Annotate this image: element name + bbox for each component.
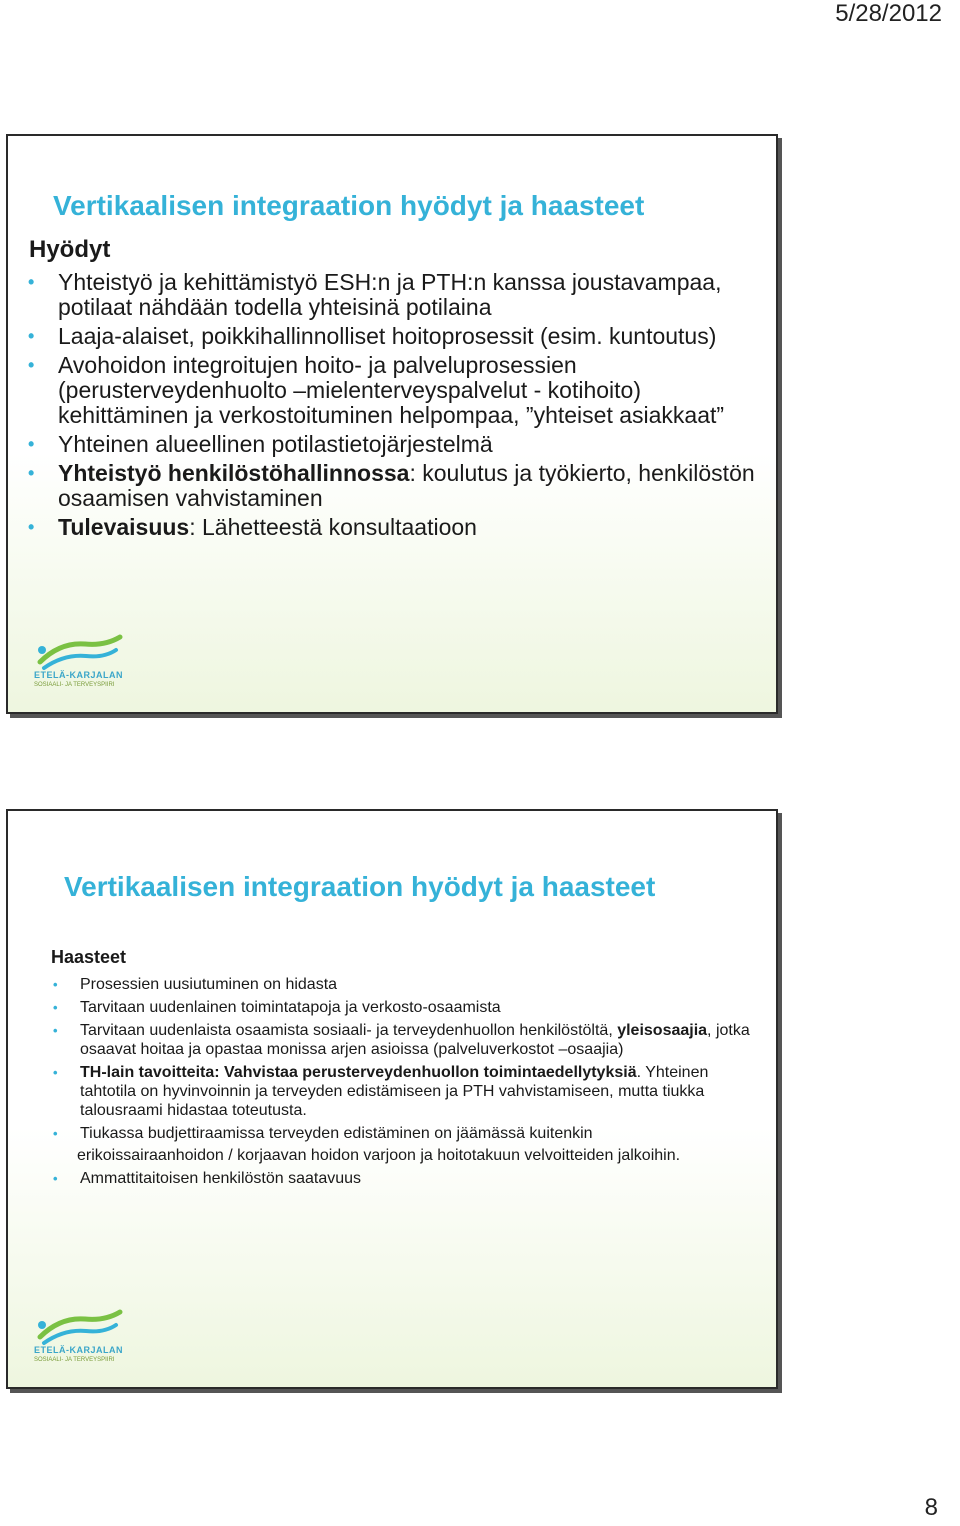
list-item [58, 353, 758, 428]
bullet-bold-text: TH-lain tavoitteita: Vahvistaa perusterveydenhuollon toimintaedellytyksiä [80, 1064, 637, 1081]
slide-1-bullet-list [58, 270, 758, 544]
list-item [80, 975, 760, 994]
slide-2-bullet-list [77, 975, 760, 1192]
organization-logo [30, 1307, 140, 1369]
bullet-text: Avohoidon integroitujen hoito- ja palveluprosessien (perusterveydenhuolto –mielenterveyspalvelut - kotihoito) kehittäminen ja verkostoituminen helpompaa, ”yhteiset asiakkaat” [58, 352, 725, 428]
bullet-continuation-text: erikoissairaanhoidon / korjaavan hoidon varjoon ja hoitotakuun velvoitteiden jalkoihin. [77, 1147, 681, 1164]
logo-swoosh-icon [30, 632, 140, 672]
list-item [58, 461, 758, 511]
list-item [80, 1063, 760, 1120]
list-item [58, 432, 758, 457]
organization-logo [30, 632, 140, 694]
logo-subtitle: SOSIAALI- JA TERVEYSPIIRI [34, 1357, 115, 1363]
list-item [80, 1021, 760, 1059]
bullet-text: Prosessien uusiutuminen on hidasta [80, 976, 338, 993]
bullet-text: . Yhteinen tahtotila on hyvinvoinnin ja terveyden edistämiseen ja PTH vahvistamiseen, mutta tiukka talousraami hidastaa toteutusta. [80, 1064, 709, 1119]
list-item [80, 1169, 760, 1188]
list-item [58, 515, 758, 540]
slide-2-title: Vertikaalisen integraation hyödyt ja haasteet [64, 871, 656, 902]
bullet-text: : koulutus ja työkierto, henkilöstön osaamisen vahvistaminen [58, 460, 755, 511]
bullet-text: Yhteistyö ja kehittämistyö ESH:n ja PTH:n kanssa joustavampaa, potilaat nähdään todella yhteisinä potilaina [58, 269, 722, 320]
bullet-text: Yhteinen alueellinen potilastietojärjestelmä [58, 431, 493, 457]
logo-name: ETELÄ-KARJALAN [34, 1345, 123, 1355]
bullet-bold-text: Yhteistyö henkilöstöhallinnossa [58, 460, 410, 486]
list-item [77, 1124, 760, 1165]
bullet-bold-text: yleisosaajia [617, 1022, 708, 1039]
slide-2 [6, 809, 778, 1389]
logo-name: ETELÄ-KARJALAN [34, 670, 123, 680]
slide-1 [6, 134, 778, 714]
slide-1-section-heading: Hyödyt [29, 236, 111, 263]
list-item [58, 270, 758, 320]
bullet-text: : Lähetteestä konsultaatioon [189, 514, 477, 540]
list-item [58, 324, 758, 349]
bullet-text: Laaja-alaiset, poikkihallinnolliset hoitoprosessit (esim. kuntoutus) [58, 323, 717, 349]
bullet-text: , jotka osaavat hoitaa ja opastaa monissa arjen asioissa (palveluverkostot –osaajia) [80, 1022, 750, 1058]
slide-1-title: Vertikaalisen integraation hyödyt ja haasteet [53, 190, 645, 221]
logo-subtitle: SOSIAALI- JA TERVEYSPIIRI [34, 682, 115, 688]
bullet-text: Tarvitaan uudenlainen toimintatapoja ja verkosto-osaamista [80, 999, 501, 1016]
bullet-text: Tarvitaan uudenlaista osaamista sosiaali- ja terveydenhuollon henkilöstöltä, [80, 1022, 618, 1039]
slide-2-section-heading: Haasteet [51, 947, 127, 967]
bullet-text: Ammattitaitoisen henkilöstön saatavuus [80, 1170, 362, 1187]
bullet-text: Tiukassa budjettiraamissa terveyden edistäminen on jäämässä kuitenkin [80, 1125, 593, 1142]
page-date: 5/28/2012 [835, 0, 942, 27]
bullet-bold-text: Tulevaisuus [58, 514, 190, 540]
list-item [80, 998, 760, 1017]
logo-swoosh-icon [30, 1307, 140, 1347]
page-number: 8 [924, 1494, 938, 1521]
